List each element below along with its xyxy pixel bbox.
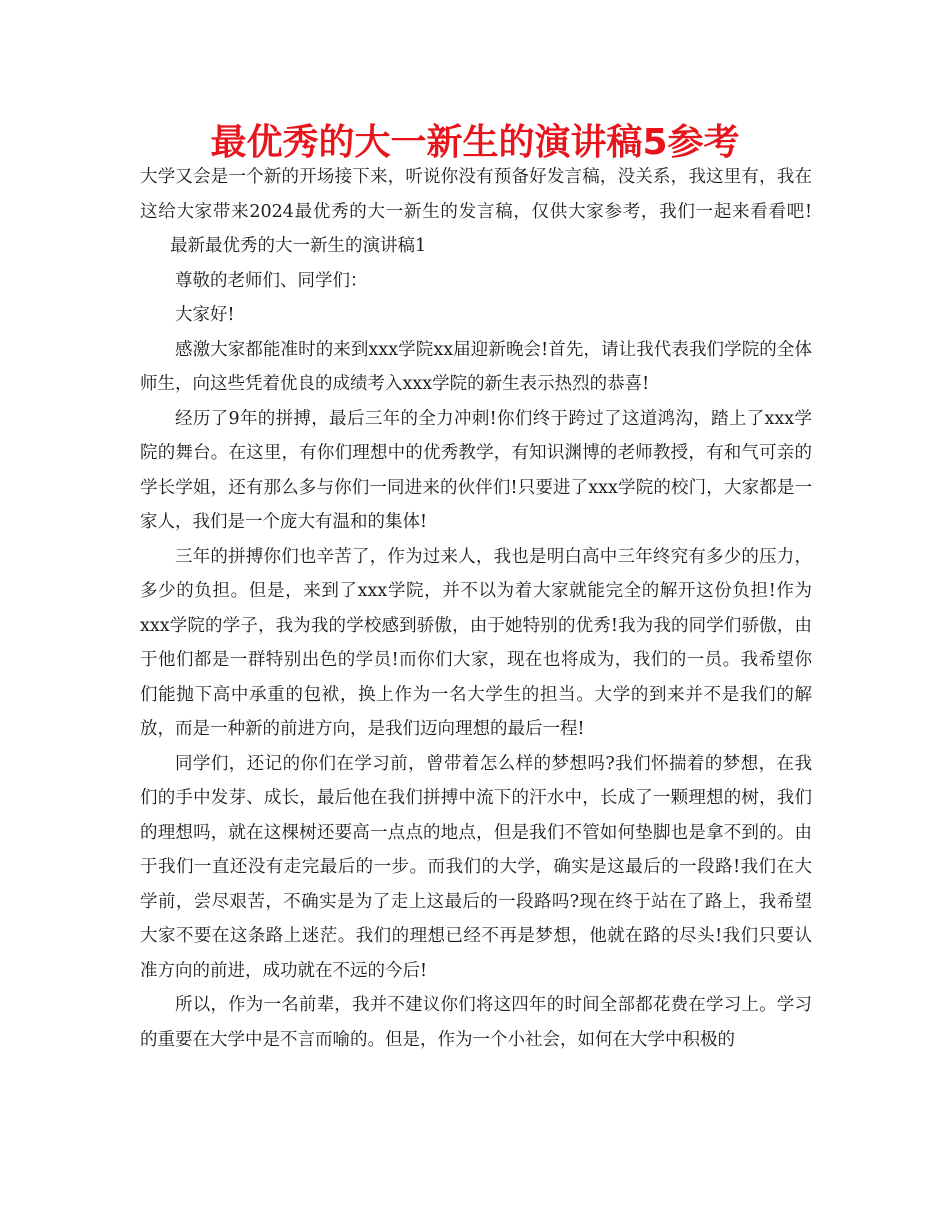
paragraph: 所以，作为一名前辈，我并不建议你们将这四年的时间全部都花费在学习上。学习的重要在大学中是不言而喻的。但是，作为一个小社会，如何在大学中积极的 (140, 995, 812, 1050)
salutation: 尊敬的老师们、同学们： (175, 270, 368, 291)
document-title: 最优秀的大一新生的演讲稿5参考 (210, 122, 740, 163)
document-body (140, 160, 812, 1057)
intro-paragraph (140, 160, 812, 264)
paragraph: 三年的拼搏你们也辛苦了，作为过来人，我也是明白高中三年终究有多少的压力，多少的负担。但是，来到了xxx学院，并不以为着大家就能完全的解开这份负担!作为xxx学院的学子，我为我的学校感到骄傲，由于她特别的优秀!我为我的同学们骄傲，由于他们都是一群特别出色的学员!而你们大家，现在也将成为，我们的一员。我希望你们能抛下高中承重的包袱，换上作为一名大学生的担当。大学的到来并不是我们的解放，而是一种新的前进方向，是我们迈向理想的最后一程! (140, 546, 812, 739)
paragraph: 感激大家都能准时的来到xxx学院xx届迎新晚会!首先，请让我代表我们学院的全体师生，向这些凭着优良的成绩考入xxx学院的新生表示热烈的恭喜! (140, 339, 812, 394)
greeting: 大家好! (175, 305, 235, 325)
intro-text: 大学又会是一个新的开场接下来，听说你没有预备好发言稿，没关系，我这里有，我在这给大家带来2024最优秀的大一新生的发言稿，仅供大家参考，我们一起来看看吧! (140, 167, 812, 222)
paragraph: 经历了9年的拼搏，最后三年的全力冲刺!你们终于跨过了这道鸿沟，踏上了xxx学院的舞台。在这里，有你们理想中的优秀教学，有知识渊博的老师教授，有和气可亲的学长学姐，还有那么多与你们一同进来的伙伴们!只要进了xxx学院的校门，大家都是一家人，我们是一个庞大有温和的集体! (140, 408, 812, 532)
paragraph: 同学们，还记的你们在学习前，曾带着怎么样的梦想吗?我们怀揣着的梦想，在我们的手中发芽、成长，最后他在我们拼搏中流下的汗水中，长成了一颗理想的树，我们的理想吗，就在这棵树还要高一点点的地点，但是我们不管如何垫脚也是拿不到的。由于我们一直还没有走完最后的一步。而我们的大学，确实是这最后的一段路!我们在大学前，尝尽艰苦，不确实是为了走上这最后的一段路吗?现在终于站在了路上，我希望大家不要在这条路上迷茫。我们的理想已经不再是梦想，他就在路的尽头!我们只要认准方向的前进，成功就在不远的今后! (140, 753, 812, 981)
speech-heading: 最新最优秀的大一新生的演讲稿1 (170, 236, 427, 256)
